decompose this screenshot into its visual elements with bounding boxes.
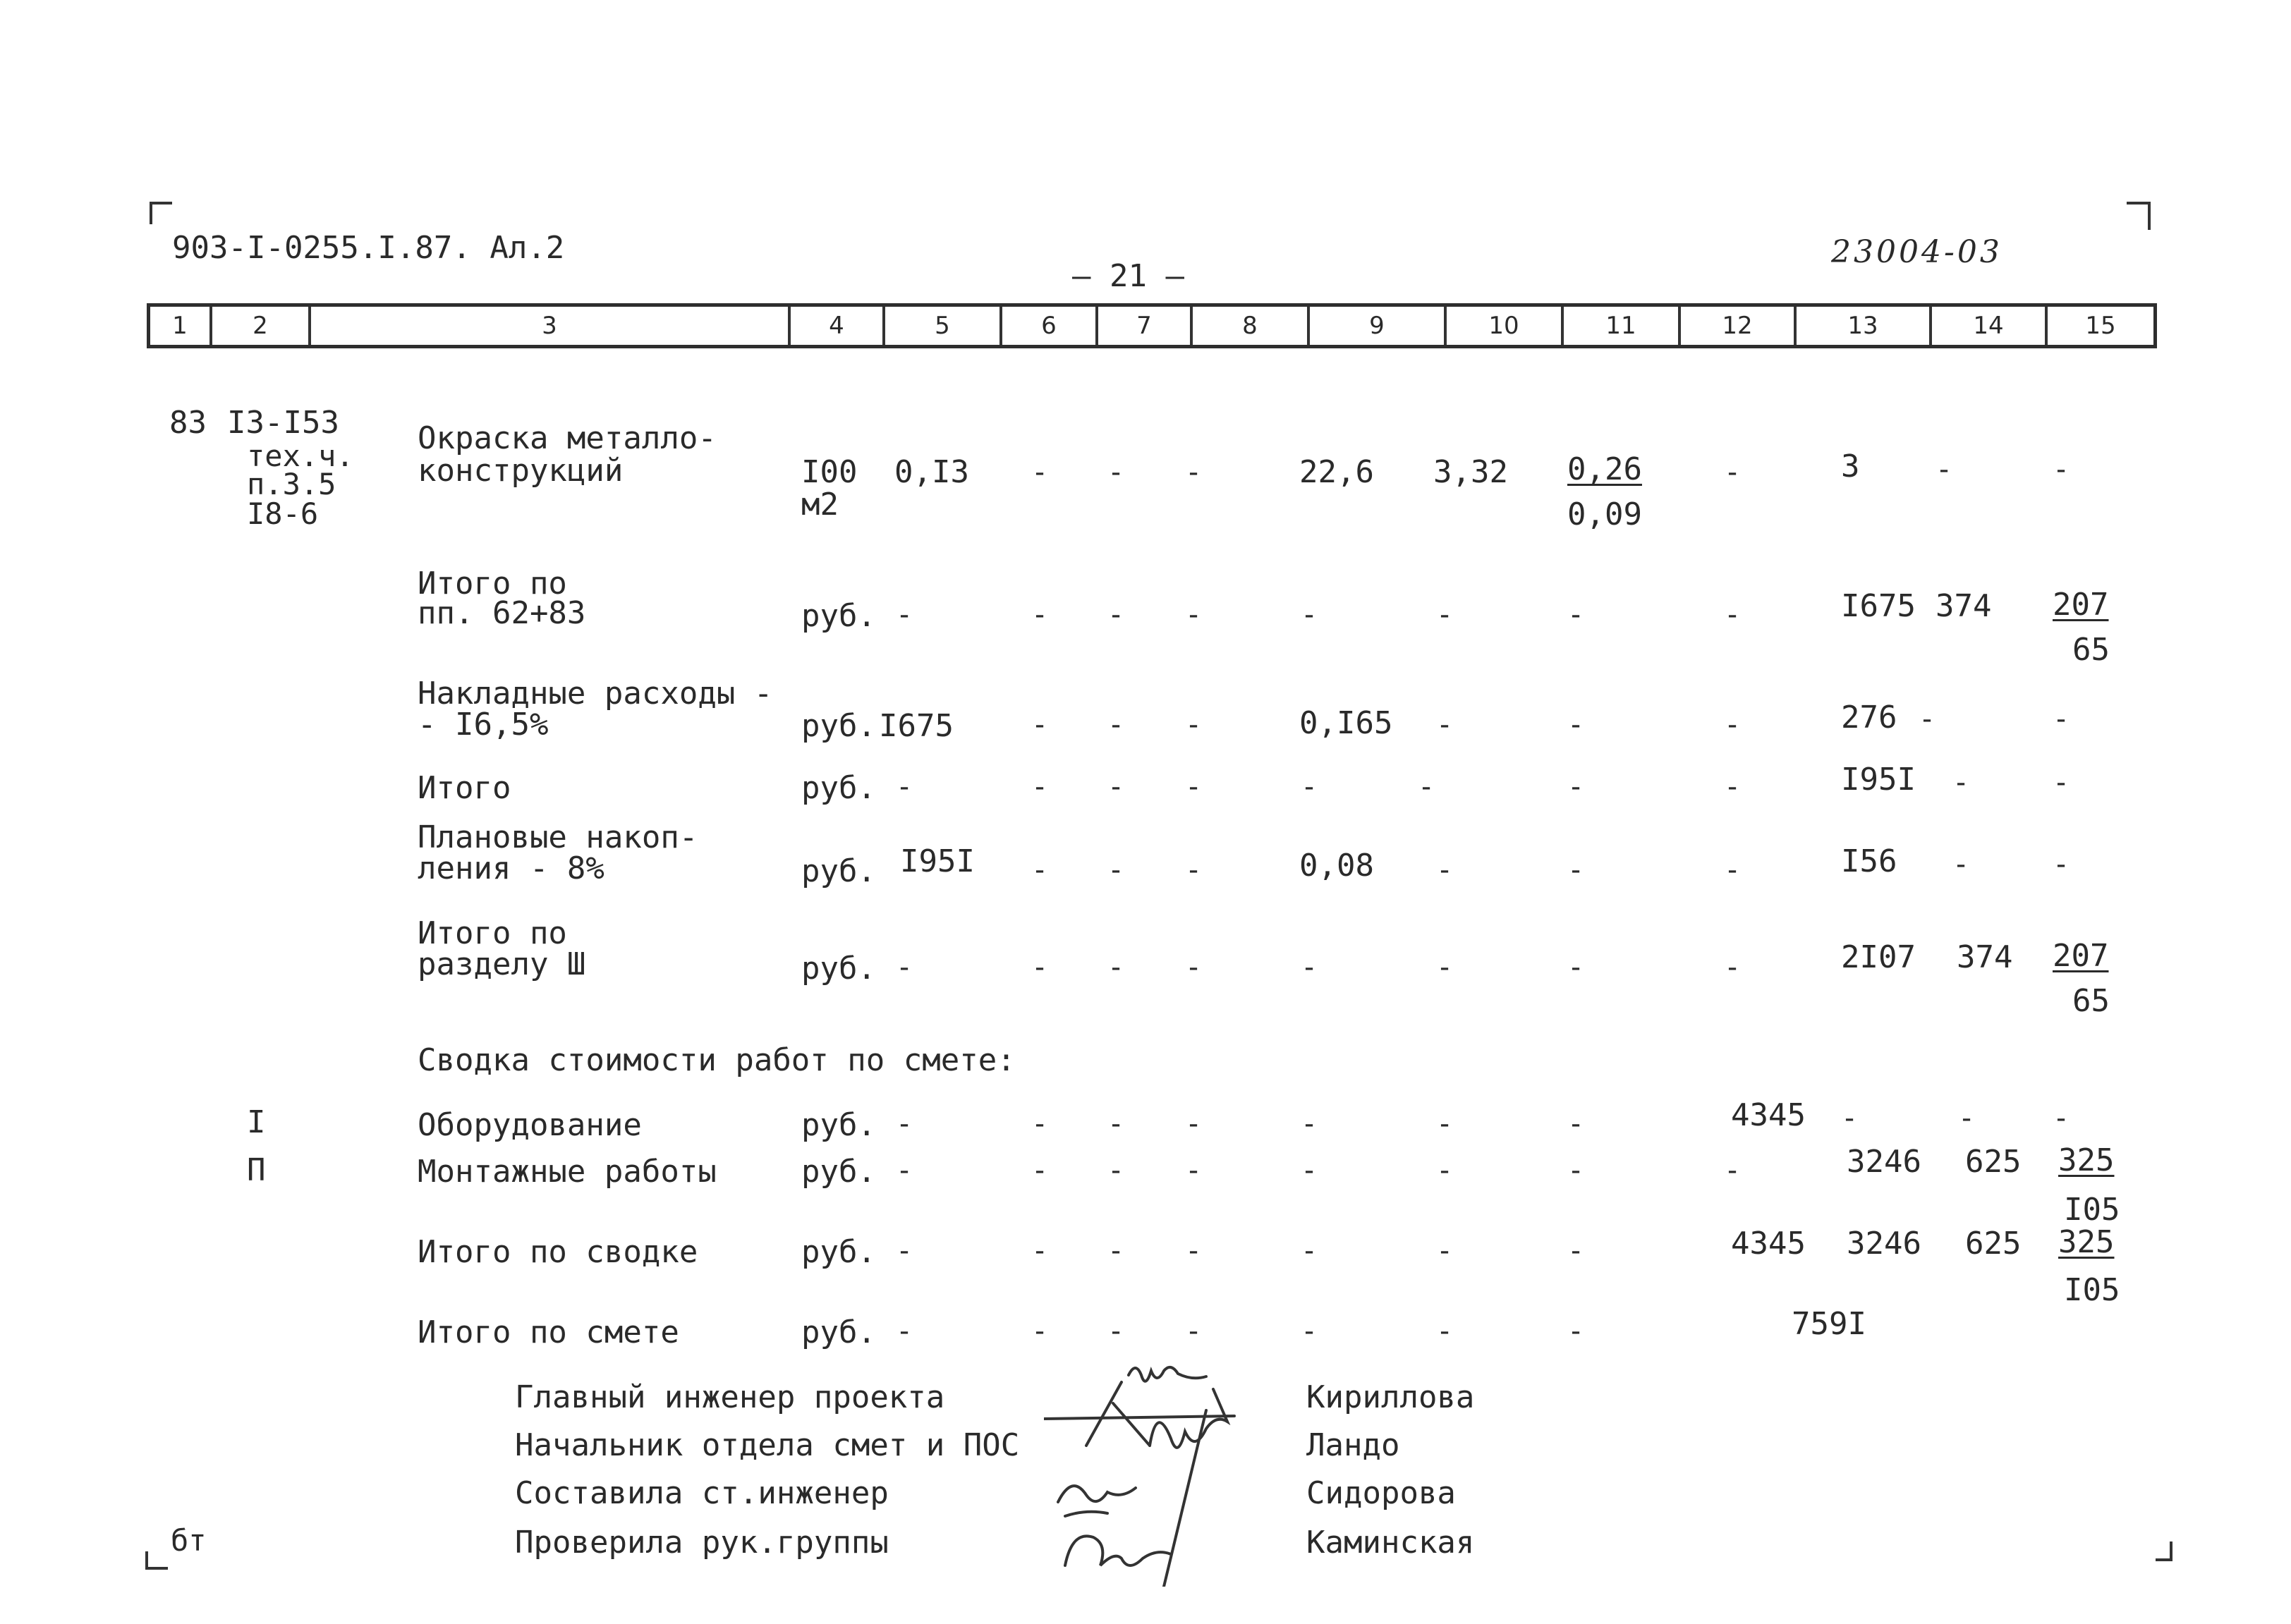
dash-cell: - <box>1724 599 1742 631</box>
dash-cell: - <box>896 1154 913 1187</box>
row-col13: I56 <box>1841 843 1897 879</box>
dash-cell: - <box>1301 1108 1318 1140</box>
dash-cell: - <box>1436 951 1454 984</box>
column-header: 1 <box>150 307 212 345</box>
corner-mark-bottom-right <box>2156 1541 2172 1561</box>
row-unit: руб. <box>801 1314 876 1350</box>
item-col10: 3,32 <box>1433 454 1508 490</box>
row-unit: руб. <box>801 770 876 806</box>
column-header: 13 <box>1797 307 1932 345</box>
row-col14: 625 <box>1965 1226 2022 1262</box>
dash-cell: - <box>1031 456 1049 489</box>
dash-cell: - <box>2053 767 2070 799</box>
dash-cell: - <box>1301 771 1318 803</box>
row-col15-bottom: 65 <box>2072 983 2110 1019</box>
signature-title: Начальник отдела смет и ПОС <box>515 1427 1020 1463</box>
dash-cell: - <box>1185 1235 1203 1267</box>
row-unit: руб. <box>801 708 876 744</box>
row-description: Оборудование <box>418 1107 642 1143</box>
dash-cell: - <box>1567 709 1585 741</box>
dash-cell: - <box>1185 1315 1203 1348</box>
dash-cell: - <box>1107 951 1125 984</box>
row-col12: 4345 <box>1731 1097 1806 1133</box>
signature-name: Кириллова <box>1306 1379 1475 1415</box>
dash-cell: - <box>2053 453 2070 486</box>
dash-cell: - <box>1841 1102 1859 1135</box>
dash-cell: - <box>1185 709 1203 741</box>
dash-cell: - <box>1436 709 1454 741</box>
corner-mark-top-right <box>2127 202 2151 230</box>
dash-cell: - <box>1185 854 1203 886</box>
row-description: Накладные расходы - <box>418 676 773 712</box>
item-unit: м2 <box>801 487 839 523</box>
dash-cell: - <box>1031 854 1049 886</box>
dash-cell: - <box>896 951 913 984</box>
dash-cell: - <box>1301 1235 1318 1267</box>
row-col5: I95I <box>900 843 975 879</box>
row-description: Итого по сводке <box>418 1234 698 1270</box>
column-header: 2 <box>212 307 311 345</box>
dash-cell: - <box>1107 771 1125 803</box>
dash-cell: - <box>1952 767 1970 799</box>
dash-cell: - <box>1031 771 1049 803</box>
dash-cell: - <box>1301 1315 1318 1348</box>
dash-cell: - <box>1567 1315 1585 1348</box>
item-code: I3-I53 <box>227 405 339 441</box>
signature-title: Составила ст.инженер <box>515 1475 889 1511</box>
dash-cell: - <box>896 599 913 631</box>
row-description: Плановые накоп- <box>418 819 698 855</box>
item-col9: 22,6 <box>1299 454 1374 490</box>
row-col5: I675 <box>879 708 954 744</box>
signature-name: Ландо <box>1306 1427 1400 1463</box>
row-description: ления - 8% <box>418 850 604 886</box>
dash-cell: - <box>1107 709 1125 741</box>
column-header: 10 <box>1447 307 1564 345</box>
dash-cell: - <box>1031 709 1049 741</box>
item-reference: п.3.5 <box>247 467 336 501</box>
dash-cell: - <box>1031 1235 1049 1267</box>
dash-cell: - <box>1724 709 1742 741</box>
dash-cell: - <box>1436 1235 1454 1267</box>
row-unit: руб. <box>801 598 876 634</box>
dash-cell: - <box>1031 951 1049 984</box>
dash-cell: - <box>2053 848 2070 881</box>
dash-cell: - <box>896 1108 913 1140</box>
row-col9: 0,08 <box>1299 848 1374 884</box>
row-description: пп. 62+83 <box>418 595 586 631</box>
row-col13: 276 <box>1841 700 1897 735</box>
item-number: 83 <box>169 405 207 441</box>
row-description: Итого <box>418 770 511 806</box>
row-col15-top: 325 <box>2058 1142 2115 1178</box>
dash-cell: - <box>1107 1235 1125 1267</box>
dash-cell: - <box>1031 1315 1049 1348</box>
row-unit: руб. <box>801 1234 876 1270</box>
row-col14: 625 <box>1965 1144 2022 1180</box>
handwritten-signatures <box>1044 1354 1340 1587</box>
column-header: 8 <box>1193 307 1310 345</box>
dash-cell: - <box>1724 456 1742 489</box>
dash-cell: - <box>1107 456 1125 489</box>
row-col15-top: 207 <box>2053 938 2109 974</box>
row-col15-bottom: I05 <box>2064 1272 2120 1308</box>
item-col13: 3 <box>1841 448 1860 484</box>
row-unit: руб. <box>801 1154 876 1190</box>
column-header: 3 <box>311 307 791 345</box>
row-description: Монтажные работы <box>418 1154 717 1190</box>
row-col14: 374 <box>1936 588 1992 624</box>
item-col11-bottom: 0,09 <box>1567 496 1642 532</box>
item-col5: 0,I3 <box>894 454 969 490</box>
column-header: 5 <box>885 307 1002 345</box>
row-col15-bottom: 65 <box>2072 632 2110 668</box>
row-col13: I95I <box>1841 762 1916 798</box>
item-unit: I00 <box>801 454 858 490</box>
column-header-row <box>147 303 2157 348</box>
row-description: Итого по <box>418 915 567 951</box>
dash-cell: - <box>1567 599 1585 631</box>
row-col15-bottom: I05 <box>2064 1192 2120 1228</box>
dash-cell: - <box>1107 854 1125 886</box>
column-header: 15 <box>2085 312 2116 340</box>
dash-cell: - <box>1107 1108 1125 1140</box>
corner-mark-top-left <box>150 202 172 224</box>
column-header: 7 <box>1098 307 1193 345</box>
dash-cell: - <box>1567 854 1585 886</box>
dash-cell: - <box>1185 1154 1203 1187</box>
dash-cell: - <box>2053 703 2070 735</box>
dash-cell: - <box>1952 848 1970 881</box>
dash-cell: - <box>1958 1102 1976 1135</box>
dash-cell: - <box>1107 599 1125 631</box>
dash-cell: - <box>1436 1108 1454 1140</box>
dash-cell: - <box>1724 1154 1742 1187</box>
row-description: - I6,5% <box>418 707 549 743</box>
column-header: 14 <box>1932 307 2048 345</box>
dash-cell: - <box>1567 1154 1585 1187</box>
dash-cell: - <box>1301 599 1318 631</box>
corner-mark-bottom-left <box>145 1551 168 1570</box>
summary-title: Сводка стоимости работ по смете: <box>418 1042 1016 1078</box>
dash-cell: - <box>1301 951 1318 984</box>
row-unit: руб. <box>801 951 876 987</box>
dash-cell: - <box>1185 599 1203 631</box>
dash-cell: - <box>1724 771 1742 803</box>
column-header: 9 <box>1310 307 1447 345</box>
row-unit: руб. <box>801 1107 876 1143</box>
dash-cell: - <box>896 771 913 803</box>
row-col13: 2I07 <box>1841 939 1916 975</box>
item-col11-top: 0,26 <box>1567 451 1642 487</box>
dash-cell: - <box>1436 1154 1454 1187</box>
row-col14: 374 <box>1957 939 2013 975</box>
column-header: 11 <box>1564 307 1681 345</box>
dash-cell: - <box>1185 1108 1203 1140</box>
row-col12: 4345 <box>1731 1226 1806 1262</box>
signature-checked <box>1065 1536 1171 1565</box>
dash-cell: - <box>1436 599 1454 631</box>
dash-cell: - <box>1185 771 1203 803</box>
dash-cell: - <box>1436 1315 1454 1348</box>
dash-cell: - <box>1567 771 1585 803</box>
row-description: разделу Ш <box>418 946 586 982</box>
dash-cell: - <box>1107 1154 1125 1187</box>
summary-number: П <box>247 1152 266 1188</box>
dash-cell: - <box>1436 854 1454 886</box>
signature-compiled <box>1058 1486 1136 1516</box>
dash-cell: - <box>896 1235 913 1267</box>
signature-name: Сидорова <box>1306 1475 1456 1511</box>
footer-stamp: бт <box>171 1523 207 1558</box>
dash-cell: - <box>1185 951 1203 984</box>
dash-cell: - <box>1031 1154 1049 1187</box>
row-col15-top: 325 <box>2058 1224 2115 1260</box>
row-col13: I675 <box>1841 588 1916 624</box>
dash-cell: - <box>2053 1102 2070 1135</box>
dash-cell: - <box>1936 453 1953 486</box>
row-col13: 3246 <box>1847 1226 1921 1262</box>
dash-cell: - <box>896 1315 913 1348</box>
dash-cell: - <box>1185 456 1203 489</box>
dash-cell: - <box>1567 1235 1585 1267</box>
dash-cell: - <box>1031 599 1049 631</box>
dash-cell: - <box>1567 951 1585 984</box>
page-number: — 21 — <box>1072 258 1184 294</box>
summary-number: I <box>247 1104 266 1140</box>
dash-cell: - <box>1567 1108 1585 1140</box>
dash-cell: - <box>1301 1154 1318 1187</box>
row-col15-top: 207 <box>2053 587 2109 623</box>
signature-name: Каминская <box>1306 1525 1475 1561</box>
document-code: 903-I-0255.I.87. Ал.2 <box>172 230 565 266</box>
dash-cell: - <box>1724 854 1742 886</box>
column-header: 6 <box>1002 307 1098 345</box>
row-col13: 3246 <box>1847 1144 1921 1180</box>
archive-number: 23004-03 <box>1831 234 2003 270</box>
dash-cell: - <box>1418 771 1435 803</box>
total-estimate-value: 759I <box>1792 1306 1866 1342</box>
column-header: 12 <box>1681 307 1797 345</box>
signature-title: Проверила рук.группы <box>515 1525 889 1561</box>
signature-title: Главный инженер проекта <box>515 1379 945 1415</box>
item-description: Окраска металло- <box>418 420 717 456</box>
signature-chief <box>1129 1367 1206 1381</box>
row-description: Итого по <box>418 566 567 602</box>
row-description: Итого по смете <box>418 1314 679 1350</box>
row-col9: 0,I65 <box>1299 705 1393 741</box>
dash-cell: - <box>1031 1108 1049 1140</box>
dash-cell: - <box>1724 951 1742 984</box>
item-description: конструкций <box>418 453 624 489</box>
dash-cell: - <box>1919 703 1936 735</box>
item-reference: I8-6 <box>247 496 319 531</box>
item-reference: тех.ч. <box>247 439 354 473</box>
dash-cell: - <box>1107 1315 1125 1348</box>
row-unit: руб. <box>801 853 876 889</box>
column-header: 4 <box>791 307 885 345</box>
